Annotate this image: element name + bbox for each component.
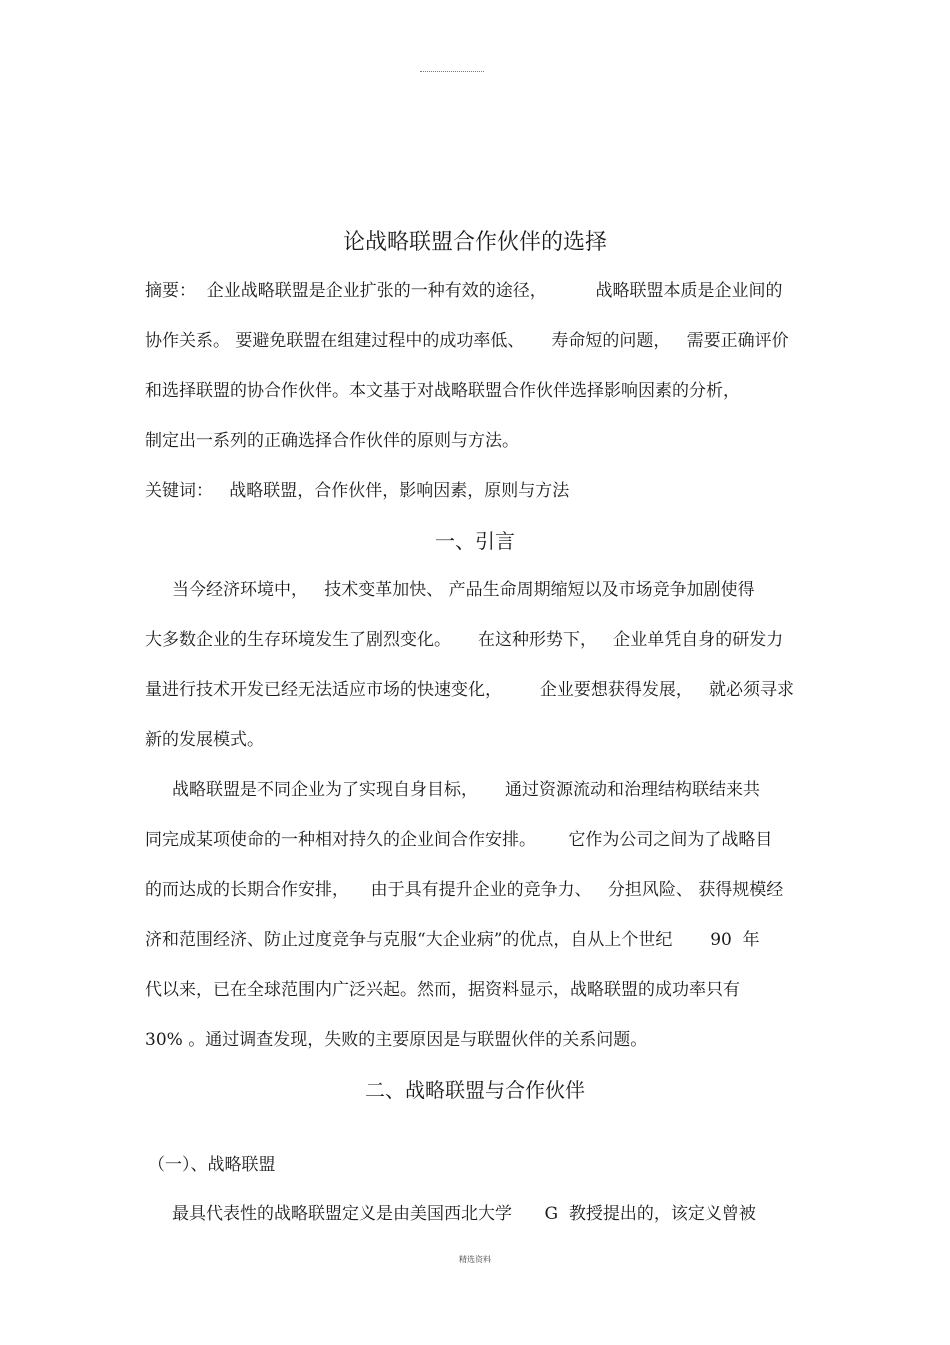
- paragraph-line: 大多数企业的生存环境发生了剧烈变化。 在这种形势下， 企业单凭自身的研发力: [145, 630, 784, 650]
- paragraph-line: 新的发展模式。: [145, 730, 264, 750]
- paragraph-line: 战略联盟是不同企业为了实现自身目标， 通过资源流动和治理结构联结来共: [145, 780, 761, 800]
- paragraph-line: 同完成某项使命的一种相对持久的企业间合作安排。 它作为公司之间为了战略目: [145, 830, 773, 850]
- paragraph-line: 的而达成的长期合作安排， 由于具有提升企业的竞争力、 分担风险、 获得规模经: [145, 880, 784, 900]
- paragraph-line: 济和范围经济、防止过度竞争与克服“大企业病”的优点，自从上个世纪 90 年: [145, 930, 760, 950]
- keywords-line: 关键词： 战略联盟，合作伙伴，影响因素，原则与方法: [145, 481, 570, 501]
- abstract-line: 制定出一系列的正确选择合作伙伴的原则与方法。: [145, 431, 519, 451]
- document-title: 论战略联盟合作伙伴的选择: [342, 230, 607, 255]
- section-heading-introduction: 一、引言: [435, 529, 515, 553]
- paragraph-line: 量进行技术开发已经无法适应市场的快速变化， 企业要想获得发展， 就必须寻求: [145, 680, 795, 700]
- paragraph-line: 代以来，已在全球范围内广泛兴起。然而，据资料显示，战略联盟的成功率只有: [145, 980, 740, 1000]
- paragraph-line: 30% 。通过调查发现，失败的主要原因是与联盟伙伴的关系问题。: [145, 1030, 648, 1050]
- abstract-line: 和选择联盟的协合作伙伴。本文基于对战略联盟合作伙伴选择影响因素的分析，: [145, 381, 740, 401]
- subsection-heading: （一）、战略联盟: [148, 1155, 276, 1175]
- page-footer: 精选资料: [459, 1255, 491, 1264]
- paragraph-line: 当今经济环境中， 技术变革加快、 产品生命周期缩短以及市场竞争加剧使得: [145, 580, 755, 600]
- header-dotted-rule: [420, 71, 484, 72]
- abstract-line: 协作关系。 要避免联盟在组建过程中的成功率低、 寿命短的问题， 需要正确评价: [145, 331, 789, 351]
- abstract-line: 摘要： 企业战略联盟是企业扩张的一种有效的途径， 战略联盟本质是企业间的: [145, 281, 783, 301]
- paragraph-line: 最具代表性的战略联盟定义是由美国西北大学 G 教授提出的，该定义曾被: [145, 1204, 756, 1224]
- section-heading-alliance-partners: 二、战略联盟与合作伙伴: [365, 1078, 585, 1102]
